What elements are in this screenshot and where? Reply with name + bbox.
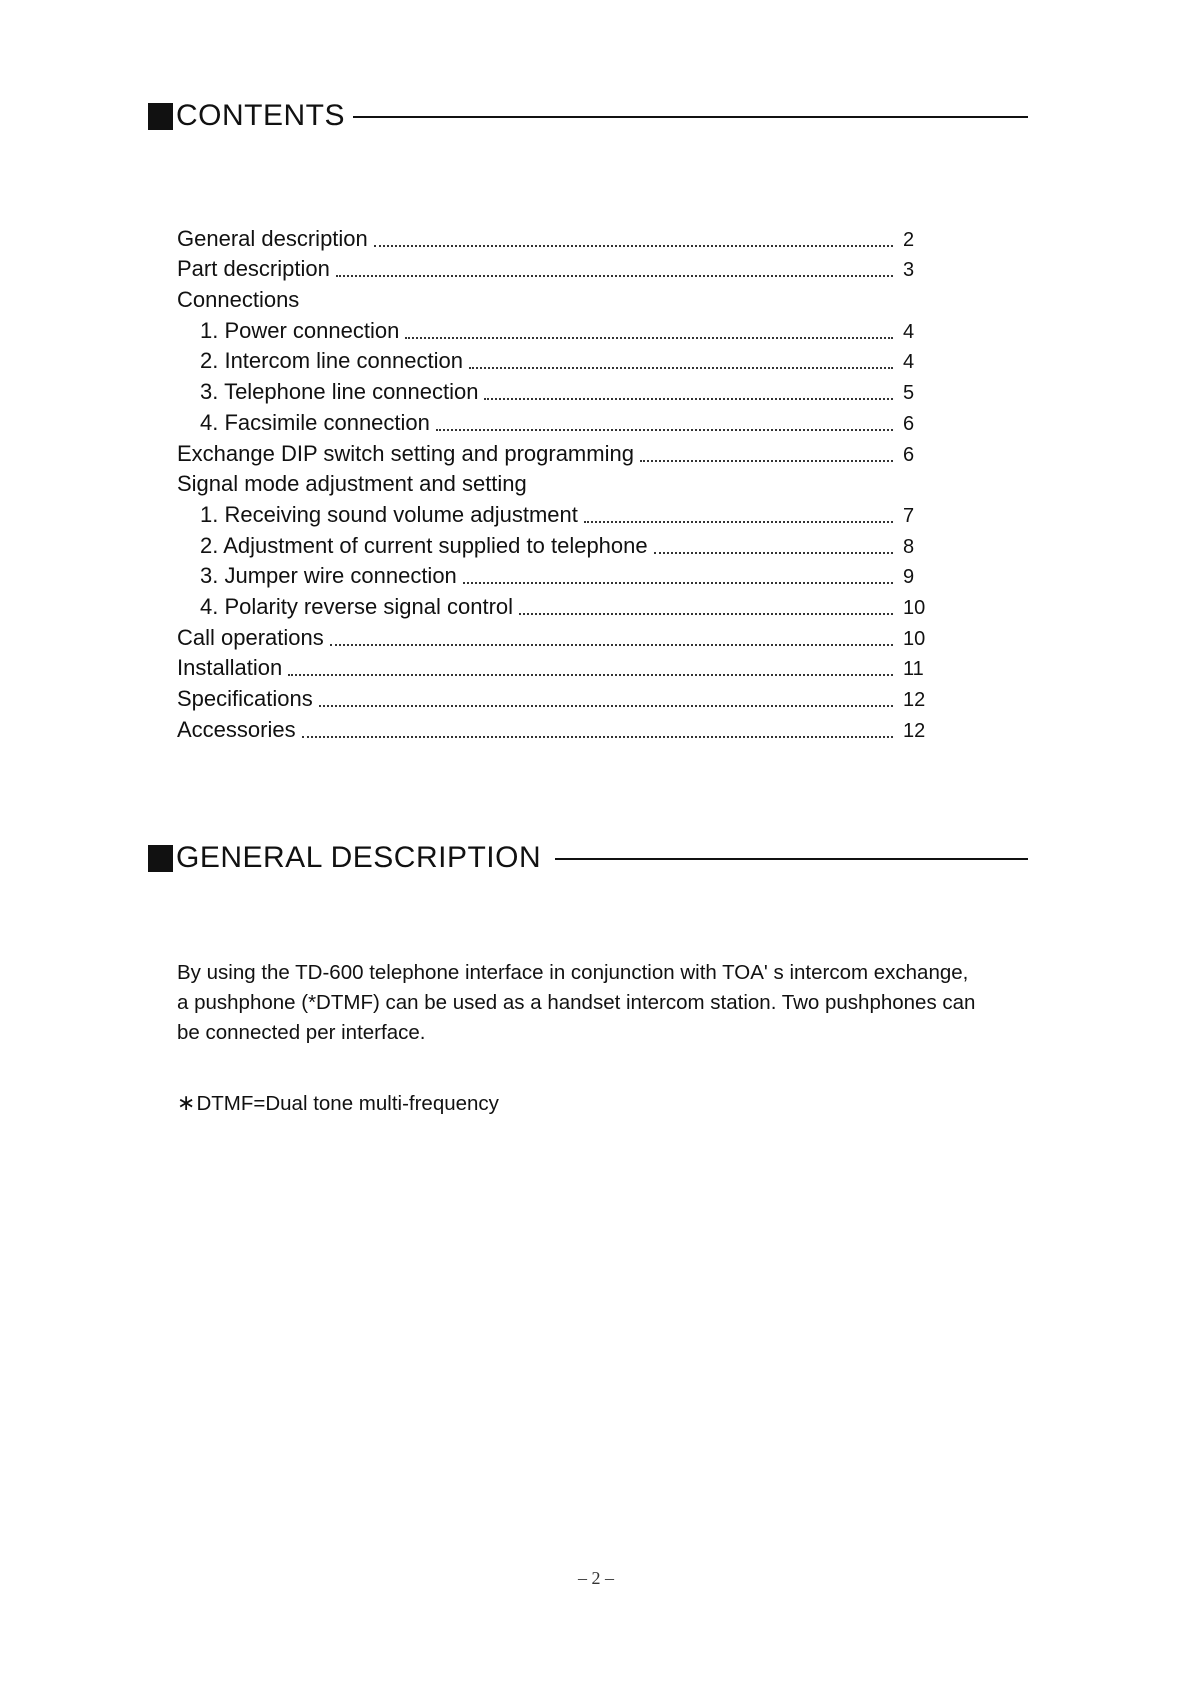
general-description-heading <box>148 838 1028 878</box>
toc-entry-label: Installation <box>177 655 283 681</box>
toc-entry-label: Connections <box>177 287 300 313</box>
square-bullet-icon <box>148 845 173 872</box>
heading-rule <box>555 858 1028 860</box>
toc-entry-label: 2. Intercom line connection <box>200 348 463 374</box>
toc-entry-page: 7 <box>903 504 915 527</box>
dot-leader <box>469 367 893 369</box>
asterisk-icon: ∗ <box>177 1090 196 1115</box>
toc-entry-label: 4. Polarity reverse signal control <box>200 593 514 619</box>
toc-entry-page: 6 <box>903 412 915 435</box>
toc-entry-label: Signal mode adjustment and setting <box>177 471 527 497</box>
dot-leader <box>405 337 893 339</box>
toc-entry <box>177 560 929 591</box>
toc-entry-label: General description <box>177 225 368 251</box>
toc-entry <box>177 222 929 253</box>
dot-leader <box>336 275 893 277</box>
dot-leader <box>519 613 893 615</box>
toc-entry-page: 5 <box>903 382 915 405</box>
toc-entry-page: 12 <box>903 719 926 742</box>
toc-entry-page: 11 <box>903 658 924 681</box>
body-line: be connected per interface. <box>177 1021 426 1044</box>
dot-leader <box>374 245 893 247</box>
contents-heading <box>148 96 1028 136</box>
toc-entry <box>177 682 929 713</box>
toc-entry <box>177 283 929 314</box>
dot-leader <box>288 674 893 676</box>
toc-entry-label: Accessories <box>177 716 296 742</box>
toc-entry <box>177 652 929 683</box>
dot-leader <box>463 582 893 584</box>
toc-entry-label: Exchange DIP switch setting and programming <box>177 440 634 466</box>
toc-entry-label: Part description <box>177 256 330 282</box>
toc-entry-label: 4. Facsimile connection <box>200 409 430 435</box>
toc-entry-page: 10 <box>903 627 926 650</box>
toc-entry-page: 3 <box>903 259 915 282</box>
toc-entry-page: 9 <box>903 566 915 589</box>
general-description-heading-text: GENERAL DESCRIPTION <box>176 841 542 874</box>
footnote-text: DTMF=Dual tone multi-frequency <box>196 1092 499 1115</box>
body-line: a pushphone (*DTMF) can be used as a handset intercom station. Two pushphones can <box>177 991 976 1014</box>
body-line: By using the TD-600 telephone interface in conjunction with TOA' s intercom exchange, <box>177 961 969 984</box>
toc-entry <box>177 468 929 499</box>
square-bullet-icon <box>148 103 173 130</box>
toc-entry-page: 8 <box>903 535 915 558</box>
toc-entry-label: 2. Adjustment of current supplied to telephone <box>200 532 648 558</box>
toc-entry-label: 3. Jumper wire connection <box>200 563 457 589</box>
page-number: – 2 – <box>578 1568 614 1588</box>
toc-entry <box>177 621 929 652</box>
toc-entry <box>177 529 929 560</box>
toc-entry-label: Call operations <box>177 624 324 650</box>
toc-entry-page: 12 <box>903 689 926 711</box>
dot-leader <box>319 705 893 707</box>
dot-leader <box>654 552 893 554</box>
toc-entry <box>177 590 929 621</box>
dot-leader <box>584 521 893 523</box>
heading-rule <box>353 116 1028 118</box>
toc-entry-label: 3. Telephone line connection <box>200 379 479 405</box>
toc-entry-label: 1. Receiving sound volume adjustment <box>200 501 578 527</box>
toc-entry-page: 10 <box>903 596 926 619</box>
dtmf-footnote <box>177 1088 499 1119</box>
toc-entry-label: 1. Power connection <box>200 317 400 343</box>
dot-leader <box>330 644 893 646</box>
dot-leader <box>640 460 893 462</box>
dot-leader <box>484 398 893 400</box>
general-description-body <box>177 958 997 1048</box>
toc-entry <box>177 375 929 406</box>
toc-entry-page: 4 <box>903 351 915 374</box>
dot-leader <box>302 736 893 738</box>
toc-entry <box>177 345 929 376</box>
dot-leader <box>436 429 893 431</box>
toc-entry-page: 6 <box>903 443 915 466</box>
toc-entry-page: 4 <box>903 320 915 343</box>
toc-entry <box>177 406 929 437</box>
toc-entry-label: Specifications <box>177 686 313 711</box>
toc-entry <box>177 253 929 284</box>
toc-entry-page: 2 <box>903 228 915 251</box>
toc-entry <box>177 498 929 529</box>
table-of-contents <box>177 222 929 744</box>
toc-entry <box>177 713 929 744</box>
contents-heading-text: CONTENTS <box>176 99 345 132</box>
toc-entry <box>177 437 929 468</box>
toc-entry <box>177 314 929 345</box>
